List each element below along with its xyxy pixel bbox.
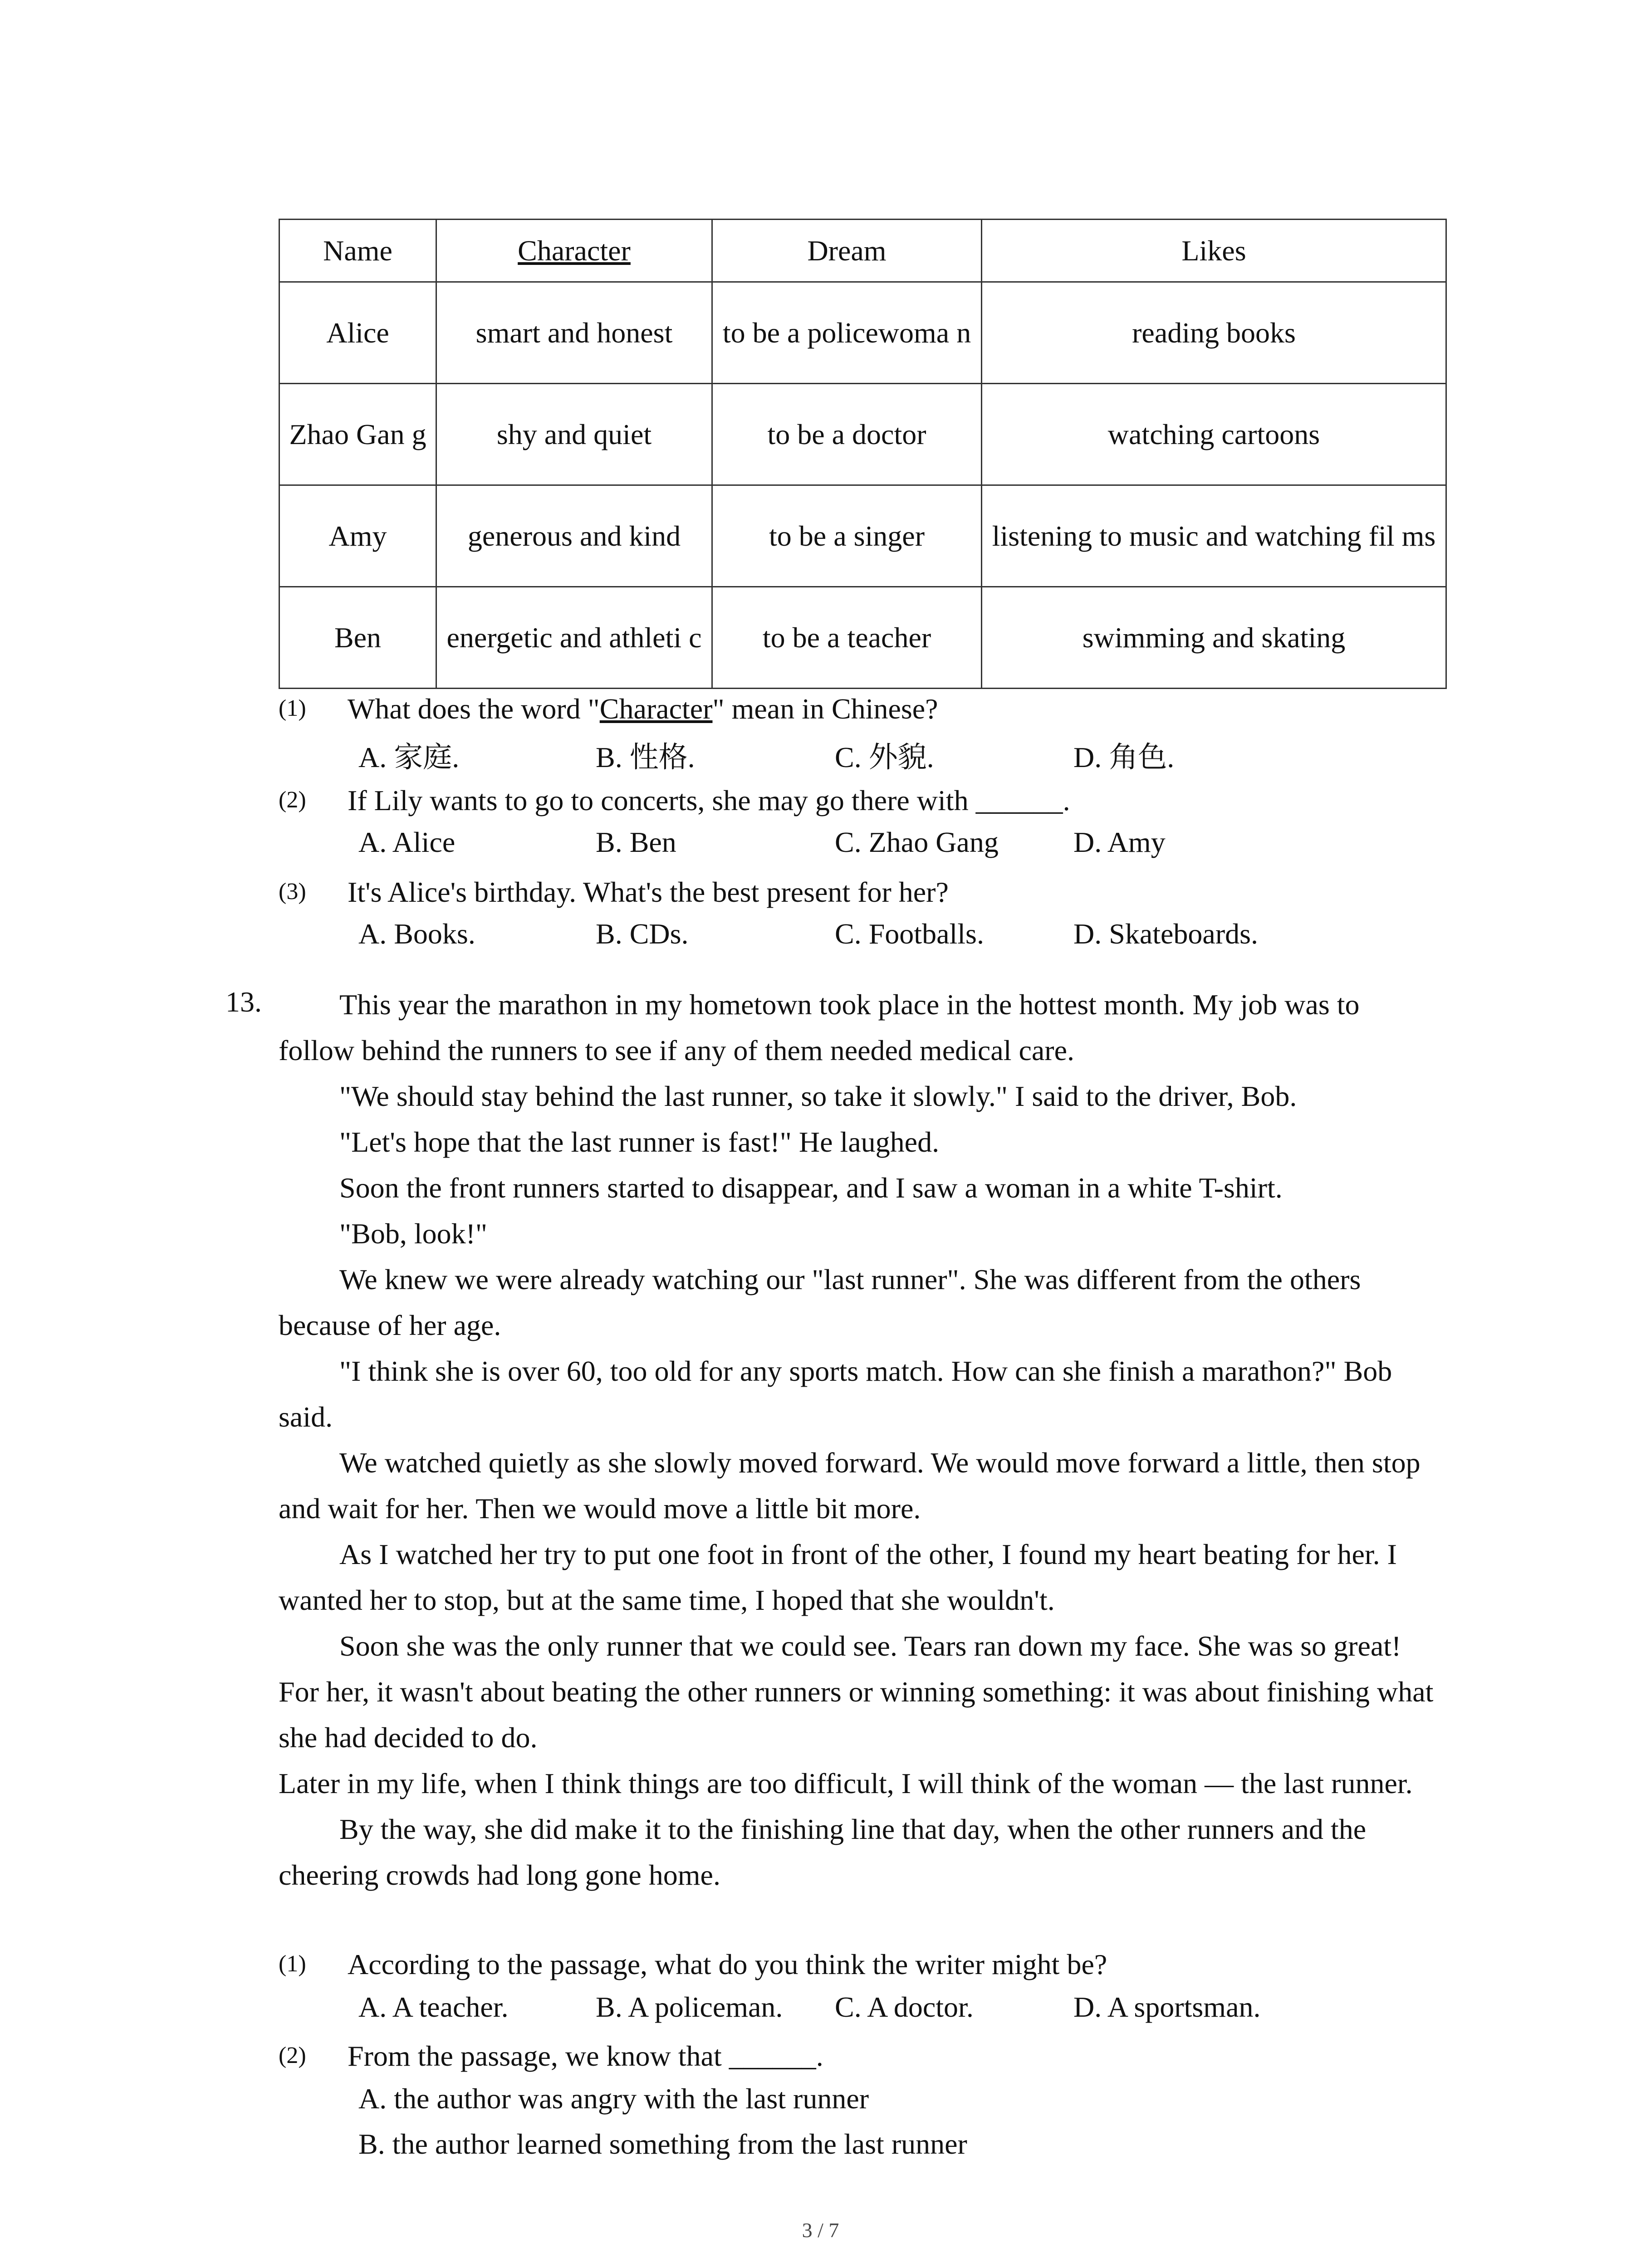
option-c[interactable]: C. Zhao Gang [835,826,999,858]
passage-paragraph: As I watched her try to put one foot in front of the other, I found my heart beating for her. I wanted her to stop, but at the same time, I hoped that she wouldn't. [279,1538,1397,1616]
question-text: From the passage, we know that ______. [348,2040,823,2072]
option-b[interactable]: B. CDs. [596,918,689,950]
passage-paragraph: Soon she was the only runner that we could see. Tears ran down my face. She was so great! For her, it wasn't about beating the other runners or winning something: it was about finishing what she had decided to do. [279,1630,1434,1754]
option-b[interactable]: B. the author learned something from the last runner [358,2128,967,2160]
passage-paragraph: "Bob, look!" [339,1217,488,1250]
table-cell: Amy [279,485,436,587]
table-cell: Ben [279,587,436,689]
option-d[interactable]: D. Skateboards. [1073,918,1259,950]
question-number: (2) [279,787,306,813]
table-cell: reading books [982,282,1446,384]
option-c[interactable]: C. 外貌. [835,741,934,773]
student-info-table [279,219,1445,689]
header-dream: Dream [712,220,982,282]
table-cell: smart and honest [436,282,712,384]
question-number: (1) [279,1951,306,1977]
passage [279,982,1440,1898]
question-number: (2) [279,2043,306,2068]
table-cell: to be a doctor [712,384,982,485]
table-cell: Alice [279,282,436,384]
table-row [279,384,1446,485]
passage-paragraph: "We should stay behind the last runner, so take it slowly." I said to the driver, Bob. [339,1080,1297,1112]
table-cell: listening to music and watching fil ms [982,485,1446,587]
question-text: According to the passage, what do you think the writer might be? [348,1948,1107,1980]
option-b[interactable]: B. 性格. [596,741,695,773]
table-cell: watching cartoons [982,384,1446,485]
passage-paragraph: Soon the front runners started to disappear, and I saw a woman in a white T-shirt. [339,1172,1283,1204]
table-cell: to be a policewoma n [712,282,982,384]
passage-paragraph: "Let's hope that the last runner is fast!" He laughed. [339,1126,940,1158]
header-character: Character [436,220,712,282]
question-number: (1) [279,695,306,721]
table-cell: to be a teacher [712,587,982,689]
table-cell: energetic and athleti c [436,587,712,689]
option-d[interactable]: D. 角色. [1073,741,1175,773]
header-name: Name [279,220,436,282]
question-text: If Lily wants to go to concerts, she may go there with ______. [348,784,1070,816]
option-a[interactable]: A. the author was angry with the last runner [358,2082,869,2115]
passage-paragraph: By the way, she did make it to the finishing line that day, when the other runners and the cheering crowds had long gone home. [279,1813,1367,1891]
header-likes: Likes [982,220,1446,282]
table-cell: to be a singer [712,485,982,587]
table-cell: Zhao Gan g [279,384,436,485]
passage-paragraph: This year the marathon in my hometown took place in the hottest month. My job was to follow behind the runners to see if any of them needed medical care. [279,988,1360,1066]
passage-paragraph: Later in my life, when I think things are too difficult, I will think of the woman — the last runner. [279,1767,1413,1799]
question-text: What does the word "Character" mean in Chinese? [348,693,938,725]
passage-paragraph: We knew we were already watching our "last runner". She was different from the others because of her age. [279,1263,1361,1341]
option-d[interactable]: D. Amy [1073,826,1166,858]
option-a[interactable]: A. 家庭. [358,741,460,773]
page-number: 3 / 7 [802,2219,839,2242]
option-a[interactable]: A. Alice [358,826,456,858]
table-row [279,282,1446,384]
table-row [279,485,1446,587]
passage-paragraph: "I think she is over 60, too old for any sports match. How can she finish a marathon?" Bob said. [279,1355,1392,1433]
table-header-row [279,220,1446,282]
table-cell: shy and quiet [436,384,712,485]
option-c[interactable]: C. A doctor. [835,1991,974,2023]
option-b[interactable]: B. Ben [596,826,676,858]
table-cell: generous and kind [436,485,712,587]
option-c[interactable]: C. Footballs. [835,918,984,950]
question-number: (3) [279,879,306,904]
question-text: It's Alice's birthday. What's the best present for her? [348,876,949,908]
option-b[interactable]: B. A policeman. [596,1991,783,2023]
passage-paragraph: We watched quietly as she slowly moved forward. We would move forward a little, then stop and wait for her. Then we would move a little bit more. [279,1447,1421,1525]
option-a[interactable]: A. Books. [358,918,475,950]
question-13-number: 13. [225,986,262,1018]
option-d[interactable]: D. A sportsman. [1073,1991,1261,2023]
table-row [279,587,1446,689]
option-a[interactable]: A. A teacher. [358,1991,509,2023]
table-cell: swimming and skating [982,587,1446,689]
